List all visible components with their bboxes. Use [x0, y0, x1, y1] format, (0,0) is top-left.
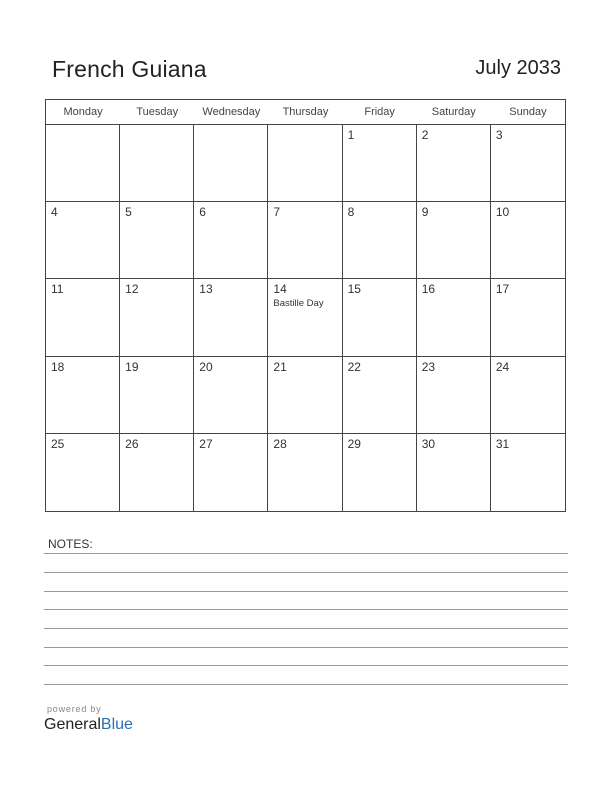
day-cell	[268, 434, 342, 511]
powered-by-label: powered by	[47, 704, 102, 714]
day-cell	[46, 357, 120, 433]
day-number: 23	[421, 359, 436, 374]
day-cell	[120, 125, 194, 201]
weekday-sunday: Sunday	[509, 106, 547, 118]
weekday-saturday: Saturday	[431, 106, 476, 118]
day-number: 30	[421, 436, 436, 451]
day-number: 31	[495, 436, 510, 451]
day-number: 22	[347, 359, 361, 374]
day-cell	[46, 202, 120, 278]
week-row	[46, 279, 565, 356]
weekday-tuesday: Tuesday	[136, 106, 179, 118]
day-number: 19	[125, 359, 139, 374]
weekday-wednesday: Wednesday	[202, 106, 261, 118]
day-cell	[268, 279, 342, 355]
notes-label: NOTES:	[48, 537, 93, 551]
day-cell	[46, 279, 120, 355]
day-cell	[46, 434, 120, 511]
day-number: 6	[199, 205, 206, 220]
day-number: 26	[125, 436, 139, 451]
day-cell	[194, 279, 268, 355]
day-number: 25	[51, 436, 65, 451]
day-number: 4	[51, 205, 58, 220]
day-number: 28	[273, 436, 287, 451]
day-cell	[120, 202, 194, 278]
brand-logo	[44, 716, 133, 734]
note-line	[44, 572, 568, 573]
day-number: 24	[495, 359, 510, 374]
day-cell	[417, 434, 491, 511]
day-number: 10	[495, 205, 510, 220]
day-cell	[268, 357, 342, 433]
day-number: 14	[273, 282, 287, 297]
day-number: 8	[347, 205, 355, 220]
weekday-header-row	[46, 100, 565, 125]
day-cell	[268, 125, 342, 201]
day-cell	[417, 125, 491, 201]
note-line	[44, 591, 568, 592]
day-cell	[120, 434, 194, 511]
day-number: 18	[51, 359, 65, 374]
day-number: 27	[199, 436, 213, 451]
day-cell	[343, 434, 417, 511]
day-cell	[194, 357, 268, 433]
day-cell	[417, 202, 491, 278]
day-cell	[120, 279, 194, 355]
brand-general-text: General	[44, 716, 101, 733]
day-number: 21	[273, 359, 287, 374]
day-number: 12	[125, 282, 139, 297]
note-line	[44, 553, 568, 554]
calendar-grid	[45, 99, 566, 512]
day-cell	[268, 202, 342, 278]
week-row	[46, 202, 565, 279]
brand-blue-text: Blue	[100, 716, 133, 733]
day-cell	[194, 125, 268, 201]
note-line	[44, 609, 568, 610]
day-cell	[491, 125, 565, 201]
weekday-monday: Monday	[63, 106, 103, 118]
calendar-weeks	[46, 125, 565, 511]
day-cell	[120, 357, 194, 433]
day-cell	[343, 279, 417, 355]
day-number: 2	[421, 128, 429, 142]
weekday-thursday: Thursday	[282, 106, 329, 118]
day-cell	[343, 202, 417, 278]
day-cell	[491, 279, 565, 355]
weekday-friday: Friday	[364, 106, 395, 118]
day-number: 16	[421, 282, 436, 297]
day-cell	[46, 125, 120, 201]
day-number: 20	[199, 359, 213, 374]
calendar-country-title: French Guiana	[52, 56, 207, 82]
day-cell	[417, 279, 491, 355]
day-number: 7	[273, 205, 281, 220]
day-cell	[343, 357, 417, 433]
week-row	[46, 434, 565, 511]
calendar-month-title: July 2033	[475, 57, 561, 79]
day-number: 15	[347, 282, 361, 297]
day-number: 1	[347, 128, 355, 142]
note-line	[44, 628, 568, 629]
week-row	[46, 357, 565, 434]
day-number: 29	[347, 436, 361, 451]
day-cell	[194, 434, 268, 511]
day-cell	[491, 357, 565, 433]
day-number: 5	[125, 205, 132, 220]
week-row	[46, 125, 565, 202]
note-line	[44, 647, 568, 648]
day-number: 9	[421, 205, 429, 220]
day-number: 3	[495, 128, 503, 142]
day-number: 17	[495, 282, 510, 297]
note-line	[44, 684, 568, 685]
day-cell	[491, 434, 565, 511]
day-number: 11	[51, 282, 64, 297]
day-cell	[194, 202, 268, 278]
note-line	[44, 665, 568, 666]
holiday-label: Bastille Day	[273, 298, 324, 310]
day-number: 13	[199, 282, 213, 297]
day-cell	[343, 125, 417, 201]
day-cell	[491, 202, 565, 278]
day-cell	[417, 357, 491, 433]
